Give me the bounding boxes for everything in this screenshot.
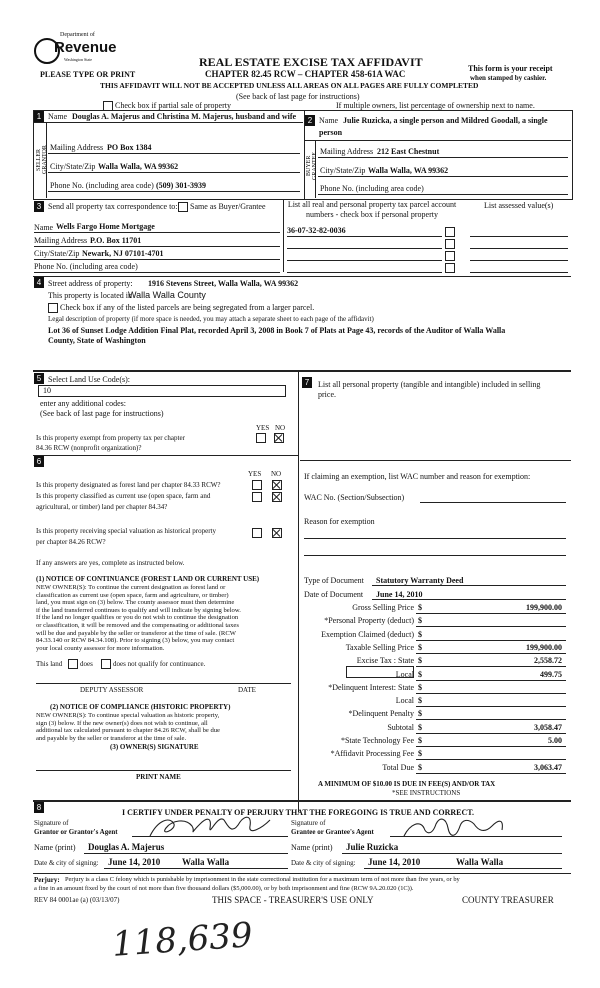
section-8-num: 8	[34, 802, 44, 813]
this-land-label: This land	[36, 660, 63, 668]
seller-city-label: City/State/Zip	[50, 162, 96, 171]
seller-phone: (509) 301-3939	[156, 181, 206, 190]
fee-value: 2,558.72	[534, 656, 562, 666]
buyer-grantee-label: BUYER GRANTEE	[306, 152, 318, 180]
seller-phone-label: Phone No. (including area code)	[50, 181, 154, 190]
historic-question: Is this property receiving special valuation as historical property	[36, 527, 217, 535]
county-treasurer: COUNTY TREASURER	[462, 895, 554, 905]
dollar-sign: $	[418, 629, 422, 639]
current-use-question-2: agricultural, or timber) land per chapter 84.34?	[36, 503, 168, 511]
street-label: Street address of property:	[48, 279, 133, 288]
grantor-sig-label: Signature of	[34, 819, 69, 827]
s5-see-back: (See back of last page for instructions)	[40, 409, 164, 418]
send-correspondence-label: Send all property tax correspondence to:	[48, 202, 178, 211]
print-name-label: PRINT NAME	[136, 773, 181, 781]
notice-line: classification as current use (open space, farm and agriculture, or timber)	[36, 591, 229, 599]
fee-label: Local	[395, 696, 414, 706]
notice-line: land, you must sign on (3) below. The county assessor must then determine	[36, 599, 235, 607]
forest-yes-checkbox[interactable]	[252, 480, 262, 490]
fee-label: *Delinquent Penalty	[348, 709, 414, 719]
s3-name-label: Name	[34, 223, 54, 232]
grantor-date-label: Date & city of signing:	[34, 859, 99, 867]
fee-label: Local	[395, 669, 414, 679]
seller-name-label: Name	[48, 112, 68, 121]
fee-value: 199,900.00	[526, 603, 562, 612]
buyer-mail: 212 East Chestnut	[377, 147, 440, 156]
located-county: Walla Walla County	[128, 290, 206, 300]
land-use-input[interactable]	[38, 385, 286, 397]
notice-continuance-title: (1) NOTICE OF CONTINUANCE (FOREST LAND OR CURRENT USE)	[36, 575, 260, 583]
deputy-assessor-label: DEPUTY ASSESSOR	[80, 686, 144, 694]
fee-label: Subtotal	[387, 722, 414, 732]
land-use-label: Select Land Use Code(s):	[48, 375, 130, 384]
legal-description: Lot 36 of Sunset Lodge Addition Final Plat, recorded April 3, 2008 in Book 7 of Plats at Page 43, records of the Auditor of Walla Walla	[48, 326, 506, 335]
dollar-sign: $	[418, 603, 422, 612]
s3-phone-label: Phone No. (including area code)	[34, 262, 138, 271]
assessed-header: List assessed value(s)	[484, 201, 554, 210]
exempt-question-2: 84.36 RCW (nonprofit organization)?	[36, 444, 142, 452]
doc-type: Statutory Warranty Deed	[376, 576, 464, 585]
handwritten-number: 118,639	[110, 915, 254, 965]
fee-underline	[416, 640, 566, 641]
seller-grantor-label: SELLER GRANTOR	[36, 145, 48, 175]
see-back-note: (See back of last page for instructions)	[236, 92, 360, 101]
fee-label: *Delinquent Interest: State	[328, 682, 414, 692]
notice-line: your local county assessor for more information.	[36, 644, 165, 652]
notice-compliance-title: (2) NOTICE OF COMPLIANCE (HISTORIC PROPERTY)	[50, 703, 231, 711]
dollar-sign: $	[418, 669, 422, 679]
logo	[34, 32, 117, 66]
notice-line: additional tax calculated pursuant to chapter 84.26 RCW, shall be due	[36, 727, 220, 735]
fee-underline	[416, 719, 566, 720]
form-subtitle: CHAPTER 82.45 RCW – CHAPTER 458-61A WAC	[205, 69, 406, 79]
segregated-label: Check box if any of the listed parcels are being segregated from a larger parcel.	[60, 303, 315, 312]
does-not-checkbox[interactable]	[101, 659, 111, 669]
dollar-sign: $	[418, 722, 422, 732]
rev-number: REV 84 0001ae (a) (03/13/07)	[34, 896, 120, 904]
personal-property-label-2: price.	[318, 390, 336, 399]
dollar-sign: $	[418, 656, 422, 666]
s5-yes: YES	[256, 424, 270, 432]
exempt-question: Is this property exempt from property tax per chapter	[36, 434, 185, 442]
seller-name: Douglas A. Majerus and Christina M. Majerus, husband and wife	[72, 112, 297, 121]
fee-underline	[416, 759, 566, 760]
s3-city-label: City/State/Zip	[34, 249, 80, 258]
fee-underline	[416, 733, 566, 734]
forest-no-checkbox[interactable]	[272, 480, 282, 490]
notice-line: and payable by the seller or transferor at the time of sale.	[36, 734, 187, 742]
section-3-num: 3	[34, 201, 44, 212]
parcel-checkbox-2[interactable]	[445, 239, 455, 249]
logo-sub: Washington State	[64, 57, 93, 62]
section-6-num: 6	[34, 456, 44, 467]
buyer-mail-label: Mailing Address	[320, 147, 374, 156]
parcel-checkbox-3[interactable]	[445, 251, 455, 261]
if-yes-note: If any answers are yes, complete as instructed below.	[36, 559, 185, 567]
exemption-label: If claiming an exemption, list WAC number and reason for exemption:	[304, 472, 531, 481]
buyer-city: Walla Walla, WA 99362	[368, 166, 449, 175]
parcel-checkbox-4[interactable]	[445, 263, 455, 273]
notice-line: NEW OWNER(S): To continue special valuation as historic property,	[36, 712, 220, 719]
parcel-checkbox-1[interactable]	[445, 227, 455, 237]
dollar-sign: $	[418, 762, 422, 772]
grantee-date-label: Date & city of signing:	[291, 859, 356, 867]
grantee-agent-label: Grantee or Grantee's Agent	[291, 828, 374, 836]
notice-line: if the land transferred continues to qualify and will indicate by signing below.	[36, 606, 241, 614]
notice-continuance-body	[36, 584, 241, 652]
section-2-num: 2	[305, 115, 315, 126]
reason-label: Reason for exemption	[304, 517, 375, 526]
current-use-question: Is this property classified as current use (open space, farm and	[36, 492, 211, 500]
current-use-no-checkbox[interactable]	[272, 492, 282, 502]
s3-city: Newark, NJ 07101-4701	[82, 249, 164, 258]
does-not-label: does not qualify for continuance.	[113, 660, 206, 668]
segregated-checkbox[interactable]	[48, 303, 58, 313]
fee-label: Gross Selling Price	[352, 603, 414, 612]
fee-label: Total Due	[382, 762, 414, 772]
s6-yes: YES	[248, 470, 262, 478]
local-box	[346, 666, 414, 678]
parcel-number: 36-07-32-82-0036	[287, 226, 346, 235]
seller-city: Walla Walla, WA 99362	[98, 162, 179, 171]
historic-question-2: per chapter 84.26 RCW?	[36, 538, 106, 546]
parcel-header: List all real and personal property tax parcel account numbers - check box if personal property	[287, 200, 457, 219]
fee-underline	[416, 626, 566, 627]
perjury-text: Perjury is a class C felony which is punishable by imprisonment in the state correctional institution for a maximum term of not more than five years, or by	[65, 876, 460, 883]
minimum-note: A MINIMUM OF $10.00 IS DUE IN FEE(S) AND/OR TAX	[318, 780, 496, 788]
wac-label: WAC No. (Section/Subsection)	[304, 493, 405, 502]
exempt-no-checkbox[interactable]	[274, 433, 284, 443]
dollar-sign: $	[418, 616, 422, 626]
date-label: DATE	[238, 686, 256, 694]
logo-text: Revenue	[54, 39, 117, 56]
doc-date: June 14, 2010	[376, 590, 423, 599]
fee-value: 499.75	[540, 669, 562, 679]
exempt-yes-checkbox[interactable]	[256, 433, 266, 443]
personal-property-label: List all personal property (tangible and intangible) included in selling	[318, 380, 541, 389]
s5-no: NO	[275, 424, 286, 432]
treasurer-space: THIS SPACE - TREASURER'S USE ONLY	[212, 895, 374, 905]
multiple-owners-note: If multiple owners, list percentage of ownership next to name.	[336, 101, 535, 110]
fee-value: 5.00	[548, 736, 562, 745]
does-label: does	[80, 660, 93, 668]
dollar-sign: $	[418, 709, 422, 719]
fee-label: *Personal Property (deduct)	[324, 616, 414, 626]
notice-compliance-body	[36, 712, 220, 742]
grantee-signature	[398, 812, 508, 844]
grantee-name: Julie Ruzicka	[346, 842, 399, 852]
current-use-yes-checkbox[interactable]	[252, 492, 262, 502]
grantee-date: June 14, 2010	[368, 857, 421, 867]
same-as-buyer-checkbox[interactable]	[178, 202, 188, 212]
fee-underline	[416, 693, 566, 694]
located-label: This property is located in	[48, 291, 132, 300]
fee-value: 3,058.47	[534, 722, 562, 732]
see-instructions: *SEE INSTRUCTIONS	[392, 789, 461, 797]
does-checkbox[interactable]	[68, 659, 78, 669]
grantor-agent-label: Grantor or Grantor's Agent	[34, 828, 118, 836]
section-7-num: 7	[302, 377, 312, 388]
form-title: REAL ESTATE EXCISE TAX AFFIDAVIT	[199, 55, 423, 69]
grantor-signature	[140, 810, 280, 842]
dollar-sign: $	[418, 696, 422, 706]
notice-line: sign (3) below. If the new owner(s) does not wish to continue, all	[36, 719, 208, 727]
owner-signature-label: (3) OWNER(S) SIGNATURE	[110, 743, 199, 751]
notice-line: NEW OWNER(S): To continue the current designation as forest land or	[36, 584, 226, 591]
fee-underline	[416, 666, 566, 667]
section-4-num: 4	[34, 277, 44, 288]
dollar-sign: $	[418, 642, 422, 652]
buyer-name-2: person	[319, 128, 343, 137]
forest-question: Is this property designated as forest land per chapter 84.33 RCW?	[36, 481, 221, 489]
partial-sale-label: Check box if partial sale of property	[115, 101, 231, 110]
seller-mail-label: Mailing Address	[50, 143, 104, 152]
dollar-sign: $	[418, 749, 422, 759]
legal-description-2: County, State of Washington	[48, 336, 146, 345]
grantor-date: June 14, 2010	[108, 857, 161, 867]
doc-type-label: Type of Document	[304, 576, 364, 585]
s3-mail-label: Mailing Address	[34, 236, 88, 245]
receipt-note: This form is your receipt	[468, 64, 553, 73]
please-type: PLEASE TYPE OR PRINT	[40, 70, 136, 79]
dollar-sign: $	[418, 682, 422, 692]
fee-underline	[416, 653, 566, 654]
notice-line: If the land no longer qualifies or you do not wish to continue the designation	[36, 614, 239, 622]
grantee-name-label: Name (print)	[291, 843, 333, 852]
dollar-sign: $	[418, 736, 422, 745]
s3-name: Wells Fargo Home Mortgage	[56, 222, 155, 231]
same-as-buyer-label: Same as Buyer/Grantee	[190, 202, 266, 211]
street-address: 1916 Stevens Street, Walla Walla, WA 99362	[148, 279, 299, 288]
perjury-title: Perjury:	[34, 876, 60, 884]
buyer-phone-label: Phone No. (including area code)	[320, 184, 424, 193]
fee-label: Exemption Claimed (deduct)	[321, 629, 414, 639]
section-5-num: 5	[34, 373, 44, 384]
historic-no-checkbox[interactable]	[272, 528, 282, 538]
historic-yes-checkbox[interactable]	[252, 528, 262, 538]
receipt-note-2: when stamped by cashier.	[470, 74, 547, 82]
fee-underline	[416, 706, 566, 707]
s6-no: NO	[271, 470, 282, 478]
section-1-num: 1	[34, 111, 44, 122]
certify-statement: I CERTIFY UNDER PENALTY OF PERJURY THAT THE FOREGOING IS TRUE AND CORRECT.	[122, 808, 475, 817]
fee-underline	[416, 680, 566, 681]
logo-dept: Department of	[60, 32, 95, 38]
fee-value: 3,063.47	[534, 762, 562, 772]
perjury-text-2: a fine in an amount fixed by the court of not more than five thousand dollars ($5,000.00), or by both imprisonment and fine (RCW 9A.20.020 (1C)).	[34, 885, 414, 892]
land-use-code: 10	[43, 386, 51, 395]
fee-underline	[416, 746, 566, 747]
notice-line: will be due and payable by the seller or transferor at the time of sale. (RCW	[36, 629, 236, 637]
buyer-city-label: City/State/Zip	[320, 166, 366, 175]
grantee-city: Walla Walla	[456, 857, 504, 867]
fee-label: *Affidavit Processing Fee	[330, 749, 414, 759]
fee-value: 199,900.00	[526, 642, 562, 652]
legal-label: Legal description of property (if more space is needed, you may attach a separate sheet to each page of the affidavit)	[48, 315, 374, 323]
seller-mail: PO Box 1384	[107, 143, 152, 152]
notice-line: or classification, it will be removed and the compensating or additional taxes	[36, 621, 239, 629]
not-accepted-warning: THIS AFFIDAVIT WILL NOT BE ACCEPTED UNLESS ALL AREAS ON ALL PAGES ARE FULLY COMPLETED	[100, 81, 479, 90]
grantor-name-label: Name (print)	[34, 843, 76, 852]
fee-label: Taxable Selling Price	[345, 642, 414, 652]
buyer-name-label: Name	[319, 116, 339, 125]
additional-codes-label: enter any additional codes:	[40, 399, 126, 408]
fee-label: Excise Tax : State	[356, 656, 414, 666]
fee-underline	[416, 773, 566, 774]
buyer-name: Julie Ruzicka, a single person and Mildred Goodall, a single	[343, 116, 548, 125]
fee-label: *State Technology Fee	[340, 736, 414, 745]
grantee-sig-label: Signature of	[291, 819, 326, 827]
fee-underline	[416, 613, 566, 614]
grantor-city: Walla Walla	[182, 857, 230, 867]
doc-date-label: Date of Document	[304, 590, 364, 599]
s3-mail: P.O. Box 11701	[90, 236, 142, 245]
grantor-name: Douglas A. Majerus	[88, 842, 165, 852]
notice-line: 84.33.140 or RCW 84.34.108). Prior to signing (3) below, you may contact	[36, 637, 235, 645]
